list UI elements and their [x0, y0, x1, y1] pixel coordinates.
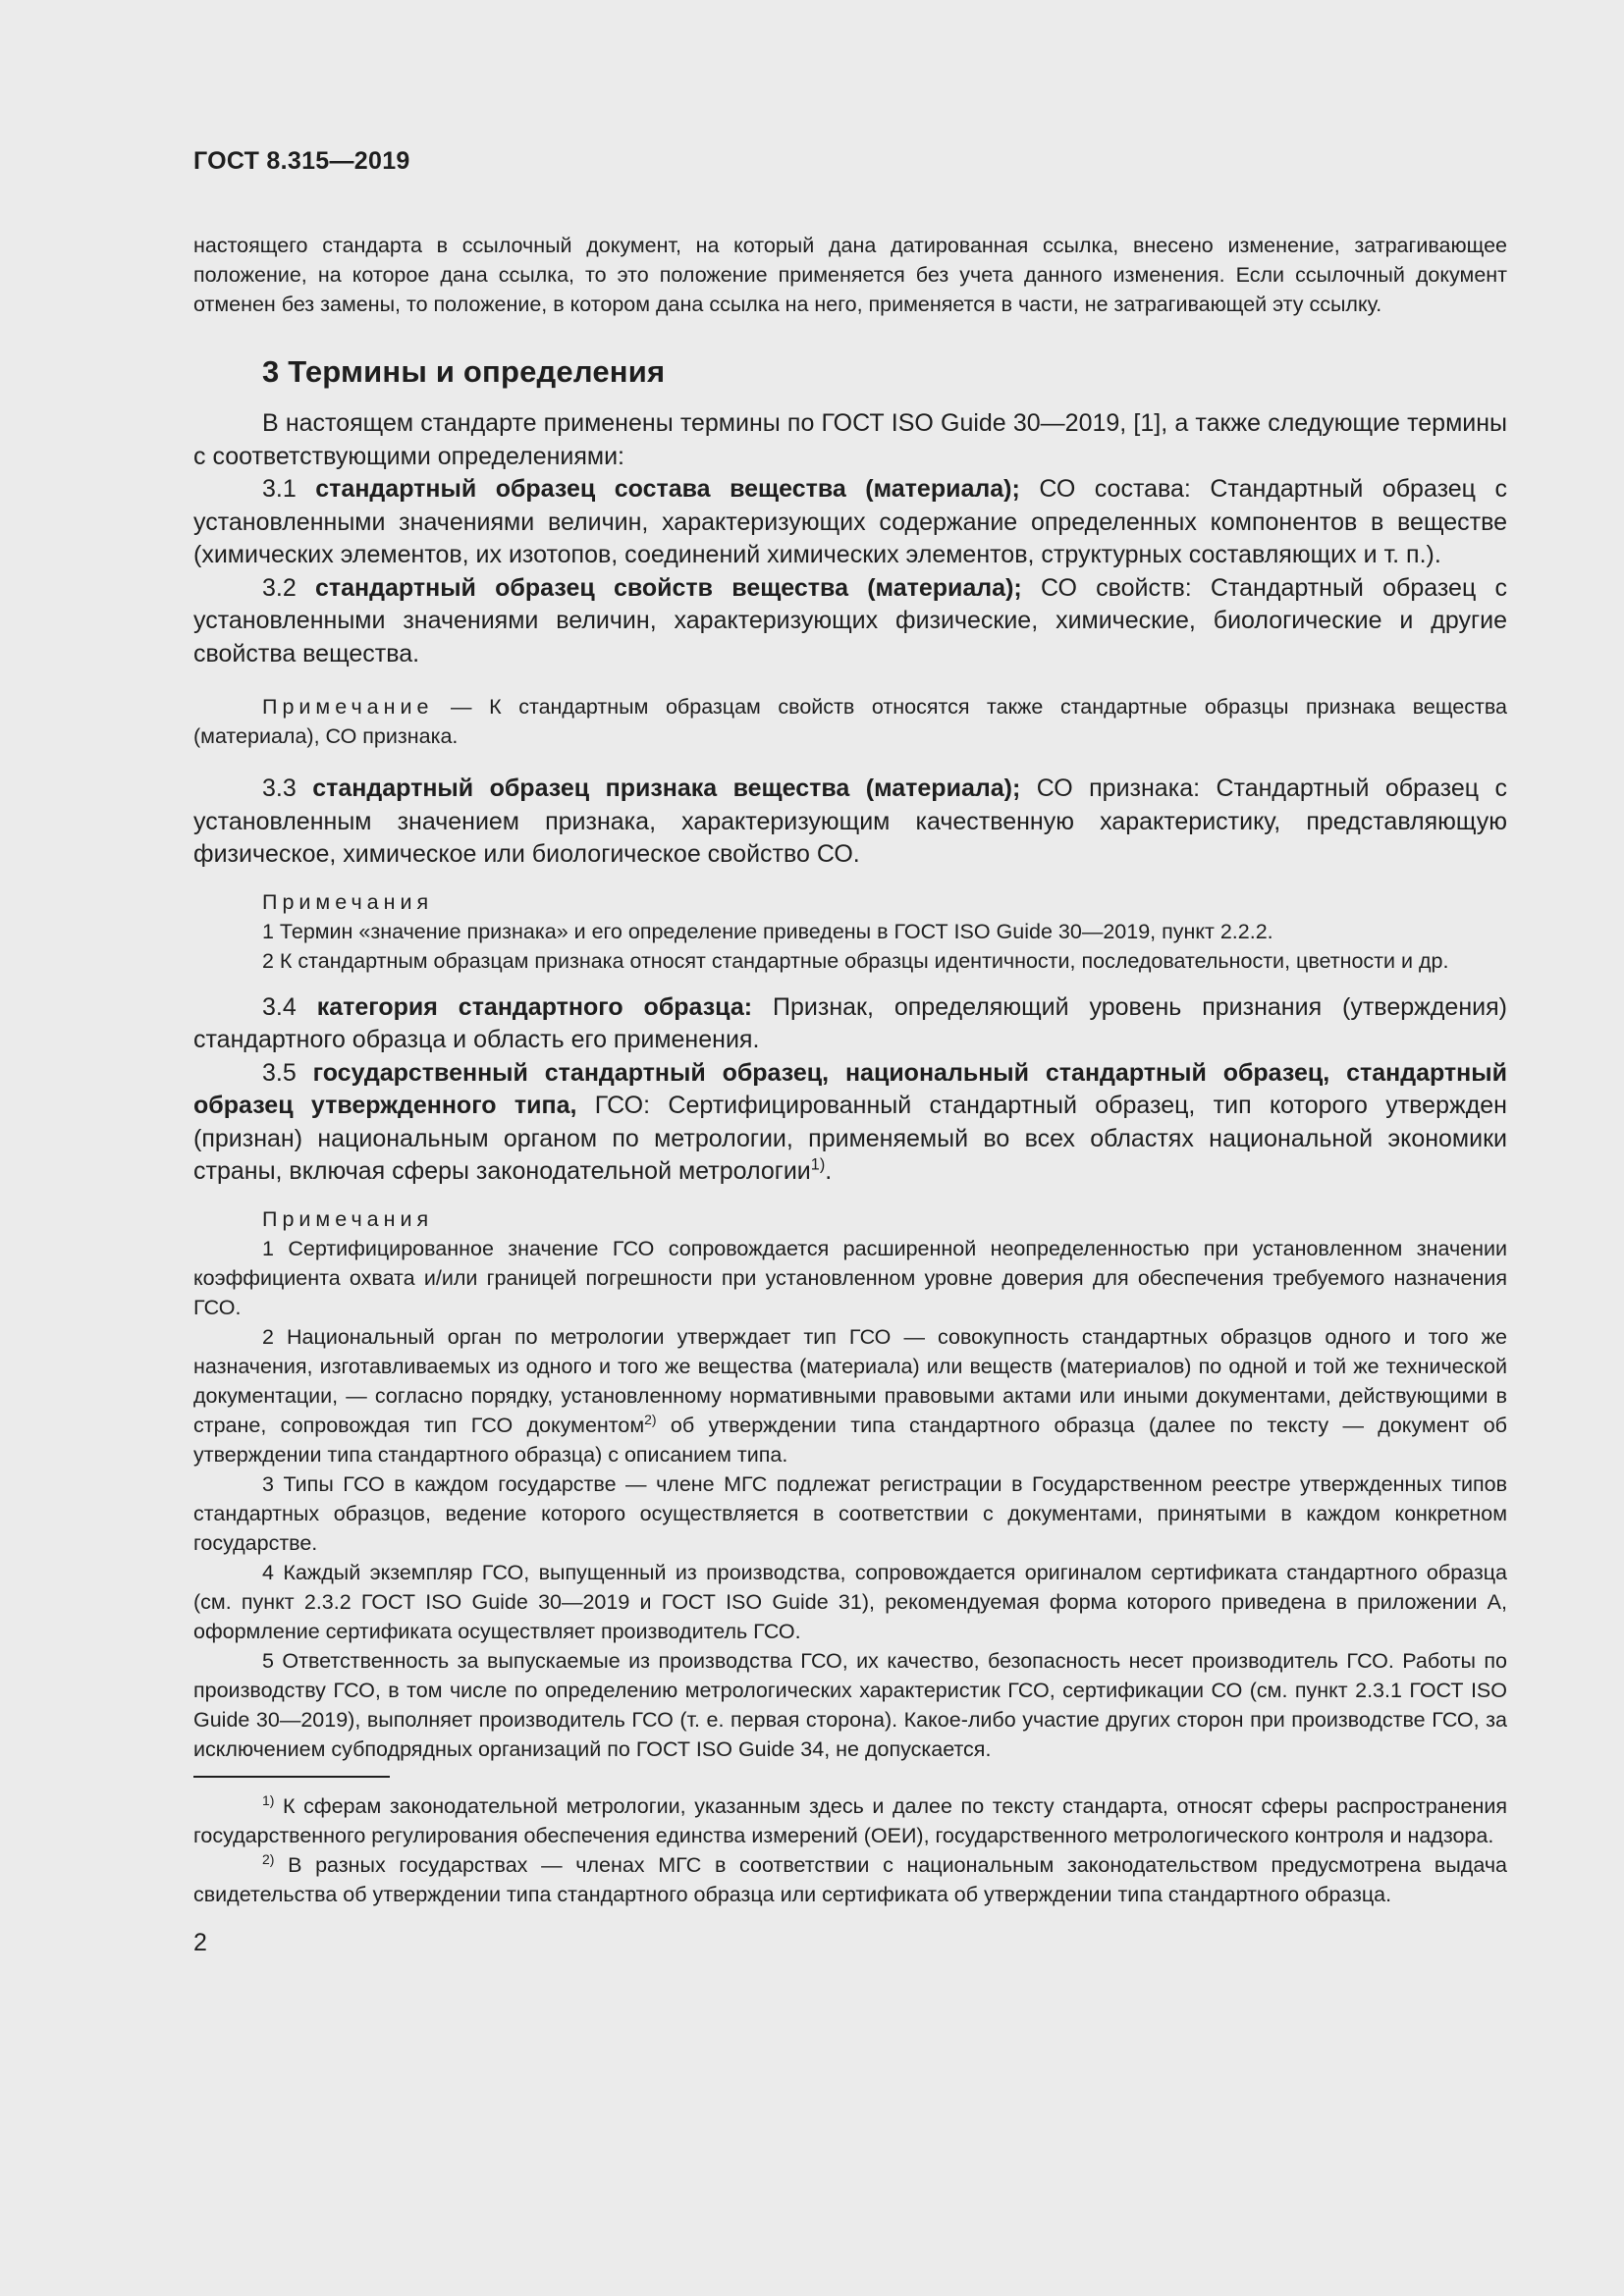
document-header: ГОСТ 8.315—2019	[193, 147, 410, 175]
intro-paragraph: настоящего стандарта в ссылочный документ, на который дана датированная ссылка, внесено изменение, затрагивающее положение, на которое дана ссылка, то это положение применяется без учета данного изменения. Если ссылочный документ отменен без замены, то положение, в котором дана ссылка на него, применяется в части, не затрагивающей эту ссылку.	[193, 234, 1507, 316]
note-text: — К стандартным образцам свойств относятся также стандартные образцы признака вещества (материала), СО признака.	[193, 695, 1507, 748]
note-label: Примечание	[262, 695, 434, 719]
note-3-5-3: 3 Типы ГСО в каждом государстве — члене МГС подлежат регистрации в Государственном реестре утвержденных типов стандартных образцов, ведение которого осуществляется в соответствии с документами, принятыми в каждом конкретном государстве.	[193, 1471, 1507, 1555]
note-3-3-1: 1 Термин «значение признака» и его определение приведены в ГОСТ ISO Guide 30—2019, пункт 2.2.2.	[262, 919, 1273, 943]
note-3-5-5: 5 Ответственность за выпускаемые из производства ГСО, их качество, безопасность несет производитель ГСО. Работы по производству ГСО, в том числе по определению метрологических характеристик ГСО, сертификации СО (см. пункт 2.3.1 ГОСТ ISO Guide 30—2019), выполняет производитель ГСО (т. е. первая сторона). Какое-либо участие других сторон при производстве ГСО, за исключением субподрядных организаций по ГОСТ ISO Guide 34, не допускается.	[193, 1648, 1507, 1761]
document-page	[193, 147, 1507, 1957]
term-definition: Признак, определяющий уровень признания (утверждения) стандартного образца и область его применения.	[193, 992, 1507, 1053]
term-name: государственный стандартный образец, национальный стандартный образец, стандартный образец утвержденного типа,	[193, 1058, 1507, 1119]
notes-label-3-3: Примечания	[262, 889, 434, 914]
footnote-1: $^{1)}$ К сферам законодательной метрологии, указанным здесь и далее по тексту стандарта, относят сферы распространения государственного регулирования обеспечения единства измерений (ОЕИ), государственного метрологического контроля и надзора.	[193, 1791, 1507, 1847]
section-lead: В настоящем стандарте применены термины по ГОСТ ISO Guide 30—2019, [1], а также следующие термины с соответствующими определениями:	[193, 409, 1507, 470]
term-definition: СО свойств: Стандартный образец с установленными значениями величин, характеризующих физические, химические, биологические и другие свойства вещества.	[193, 573, 1508, 667]
note-3-5-1: 1 Сертифицированное значение ГСО сопровождается расширенной неопределенностью при установленном значении коэффициента охвата и/или границей погрешности при установленном уровне доверия для обеспечения требуемого назначения ГСО.	[193, 1236, 1507, 1319]
term-3-2	[193, 572, 1507, 671]
footnote-mark: 1)	[262, 1791, 275, 1808]
term-name: стандартный образец состава вещества (материала);	[315, 475, 1020, 503]
term-definition: СО признака: Стандартный образец с установленным значением признака, характеризующим качественную характеристику, представляющую физическое, химическое или биологическое свойство СО.	[193, 774, 1507, 868]
page-number: 2	[193, 1928, 207, 1956]
footnote-divider	[193, 1776, 390, 1778]
term-number: 3.3	[262, 774, 297, 802]
term-definition: СО состава: Стандартный образец с установленными значениями величин, характеризующих содержание определенных компонентов в веществе (химических элементов, их изотопов, соединений химических элементов, структурных составляющих и т. п.).	[193, 475, 1507, 568]
footnote-mark: 2)	[262, 1850, 275, 1867]
footnote-ref-1: 1)	[810, 1155, 826, 1174]
term-3-4	[193, 991, 1507, 1057]
term-3-3	[193, 773, 1507, 872]
note-3-5-2: 2 Национальный орган по метрологии утверждает тип ГСО — совокупность стандартных образцов одного и того же назначения, изготавливаемых из одного и того же вещества (материала) или веществ (материалов) по одной и той же технической документации, — согласно порядку, установленному нормативными правовыми актами или иными документами, действующими в стране, сопровождая тип ГСО документом$^{2)}$ об утверждении типа стандартного образца (далее по тексту — документ об утверждении типа стандартного образца) с описанием типа.	[193, 1324, 1507, 1467]
note-3-3-2: 2 К стандартным образцам признака относят стандартные образцы идентичности, последовательности, цветности и др.	[262, 948, 1449, 973]
notes-label-3-5: Примечания	[262, 1206, 434, 1231]
term-number: 3.2	[262, 573, 297, 602]
footnote-2: $^{2)}$ В разных государствах — членах МГС в соответствии с национальным законодательством предусмотрена выдача свидетельства об утверждении типа стандартного образца или сертификата об утверждении типа стандартного образца.	[193, 1850, 1507, 1906]
section-title: 3 Термины и определения	[262, 354, 666, 389]
term-name: стандартный образец свойств вещества (материала);	[315, 573, 1022, 602]
note-3-2	[193, 692, 1507, 751]
term-number: 3.1	[262, 475, 297, 503]
term-3-1	[193, 473, 1507, 572]
term-number: 3.5	[262, 1058, 297, 1087]
note-3-5-4: 4 Каждый экземпляр ГСО, выпущенный из производства, сопровождается оригиналом сертификата стандартного образца (см. пункт 2.3.2 ГОСТ ISO Guide 30—2019 и ГОСТ ISO Guide 31), рекомендуемая форма которого приведена в приложении А, оформление сертификата осуществляет производитель ГСО.	[193, 1560, 1507, 1643]
term-definition: ГСО: Сертифицированный стандартный образец, тип которого утвержден (признан) национальным органом по метрологии, применяемый во всех областях национальной экономики страны, включая сферы законодательной метрологии	[193, 1092, 1507, 1185]
footnote-ref-2: 2)	[644, 1411, 657, 1427]
term-3-5: 3.5 государственный стандартный образец, национальный стандартный образец, стандартный образец утвержденного типа, ГСО: Сертифицированный стандартный образец, тип которого утвержден (признан) национальным органом по метрологии, применяемый во всех областях национальной экономики страны, включая сферы законодательной метрологии$^{1)}$.	[193, 1058, 1507, 1185]
term-name: стандартный образец признака вещества (материала);	[312, 774, 1021, 802]
term-number: 3.4	[262, 992, 297, 1021]
term-name: категория стандартного образца:	[316, 992, 753, 1021]
